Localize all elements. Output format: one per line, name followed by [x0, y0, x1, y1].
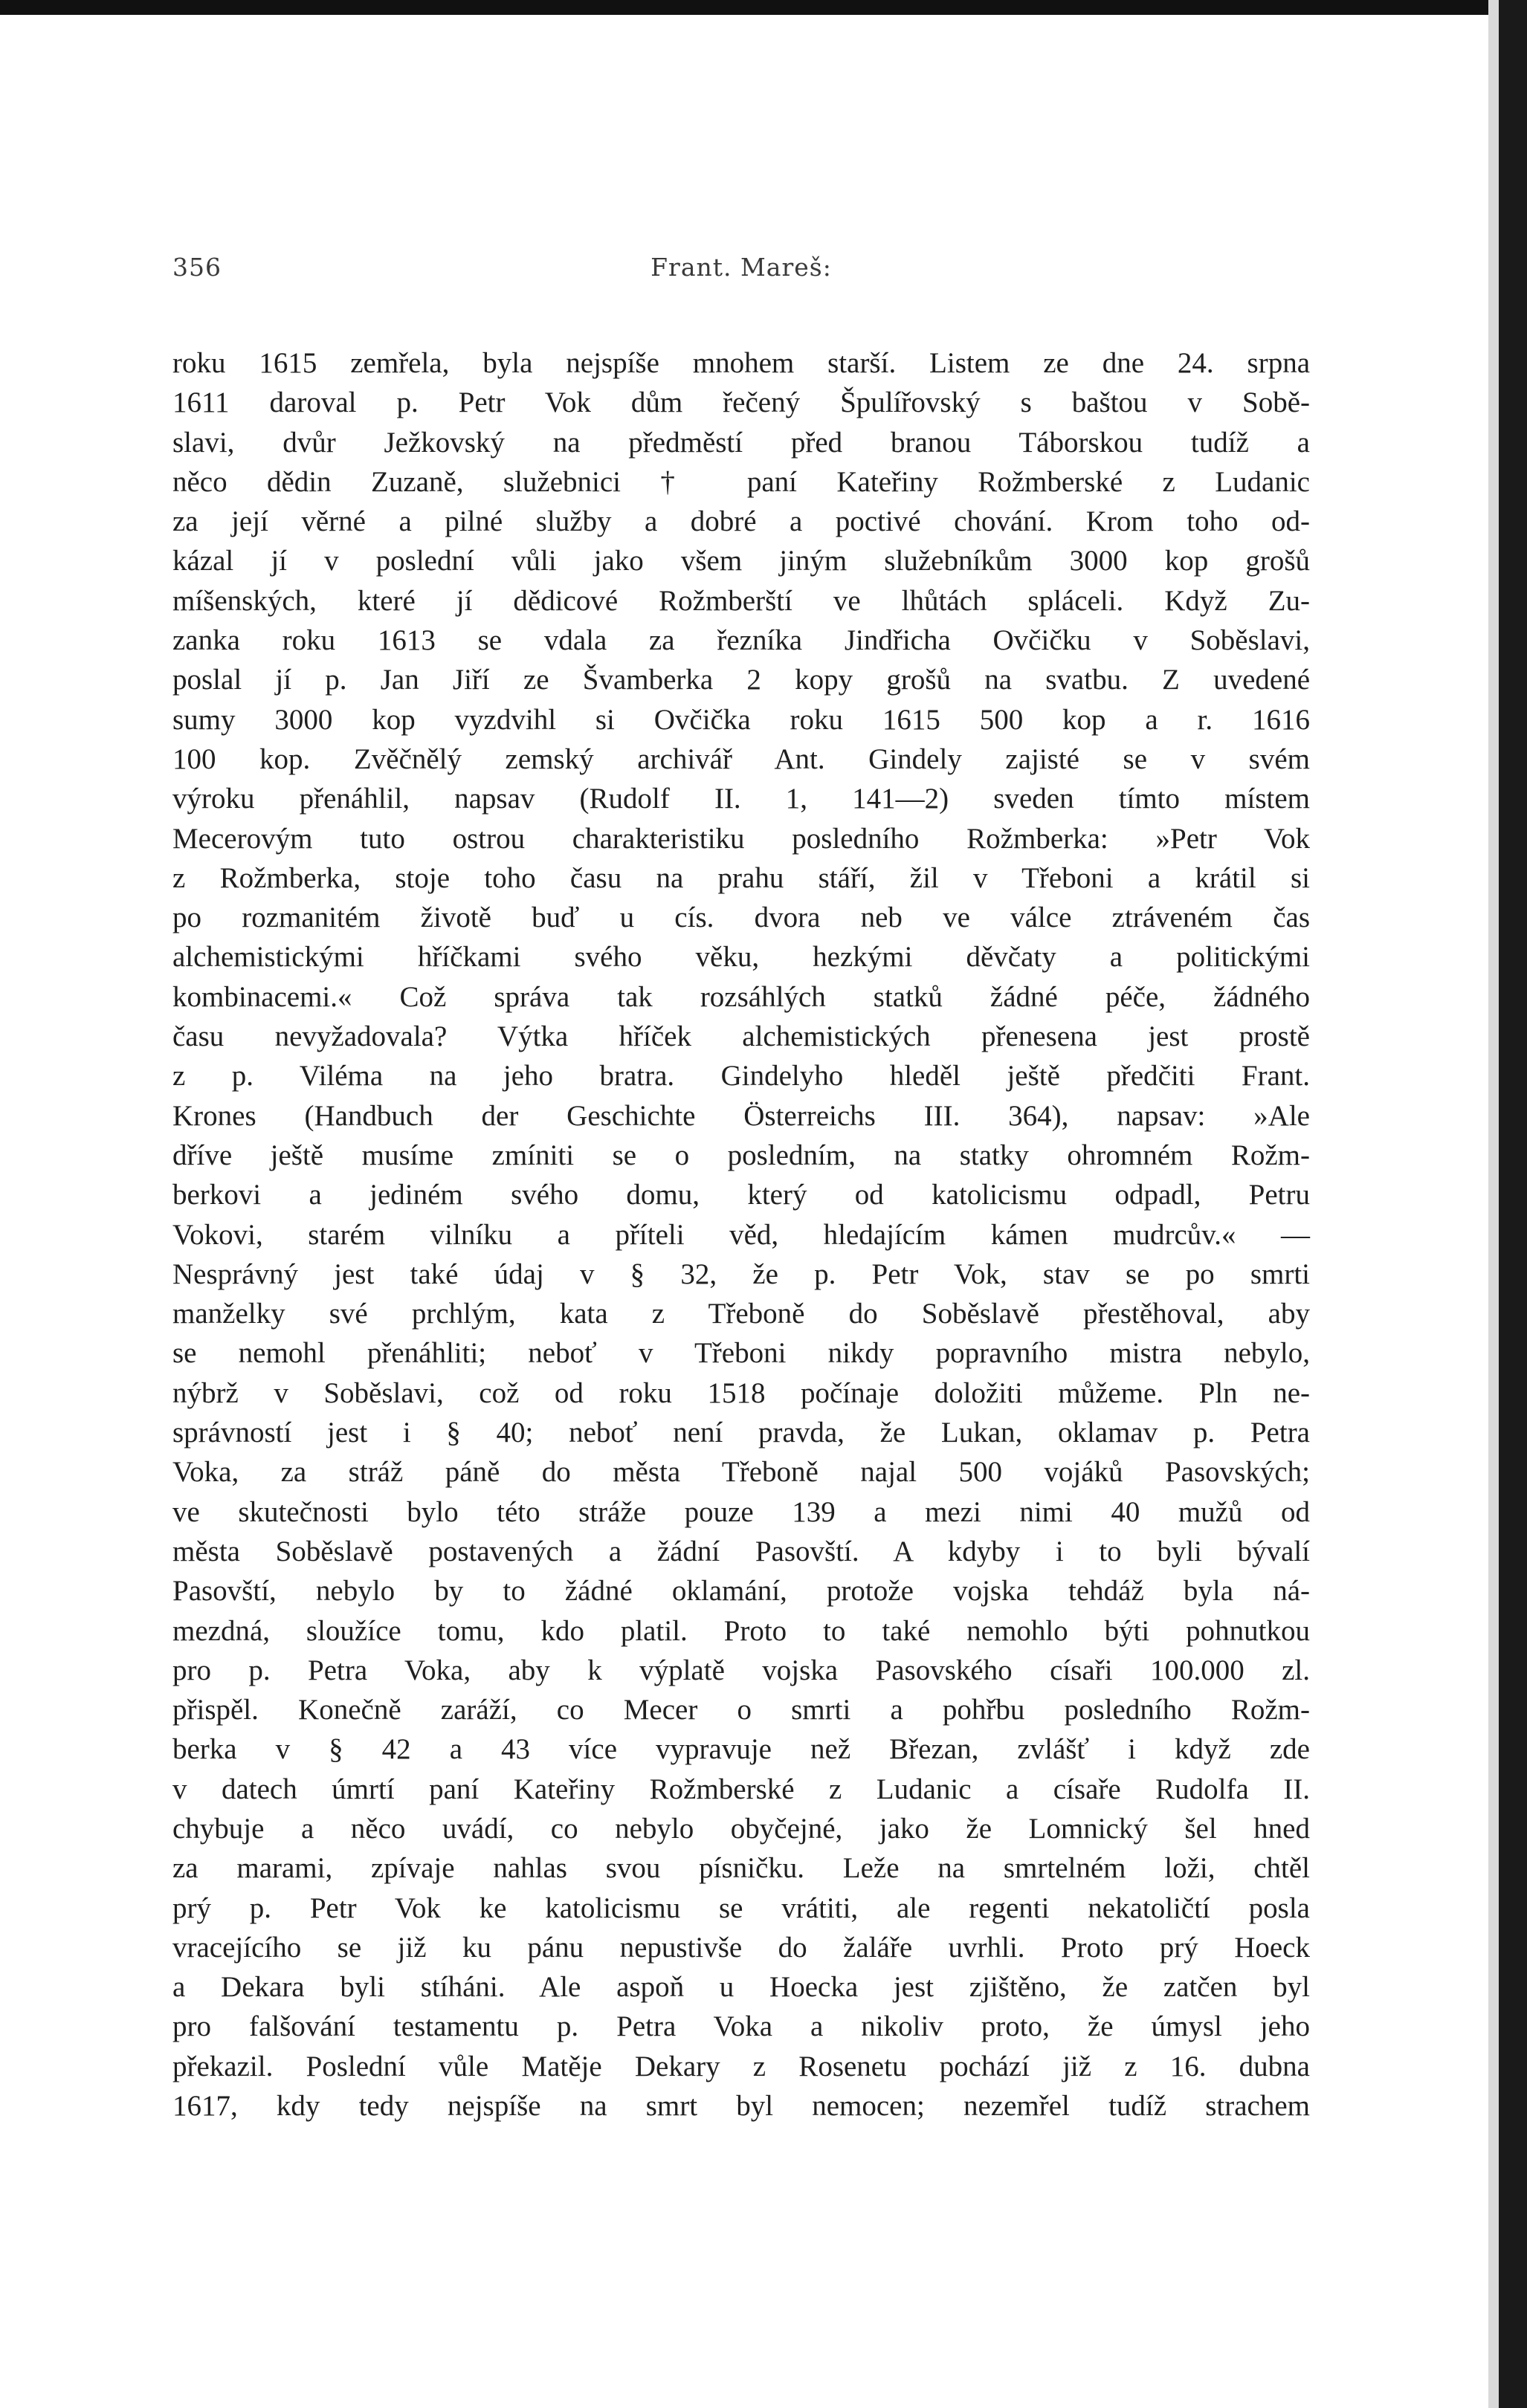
text-line: slavi, dvůr Ježkovský na předměstí před branou Táborskou tudíž a [172, 426, 1310, 459]
text-line: pro p. Petra Voka, aby k výplatě vojska Pasovského císaři 100.000 zl. [172, 1654, 1310, 1686]
body-text [172, 343, 1310, 2126]
text-line: kázal jí v poslední vůli jako všem jiným služebníkům 3000 kop grošů [172, 545, 1310, 577]
text-line: 1611 daroval p. Petr Vok dům řečený Špulířovský s baštou v Sobě- [172, 386, 1310, 419]
text-line: poslal jí p. Jan Jiří ze Švamberka 2 kopy grošů na svatbu. Z uvedené [172, 664, 1310, 696]
text-line: kombinacemi.« Což správa tak rozsáhlých statků žádné péče, žádného [172, 980, 1310, 1013]
page-number: 356 [172, 253, 222, 282]
text-line: překazil. Poslední vůle Matěje Dekary z Rosenetu pochází již z 16. dubna [172, 2050, 1310, 2082]
text-line: za její věrné a pilné služby a dobré a poctivé chování. Krom toho od- [172, 505, 1310, 538]
text-line: ve skutečnosti bylo této stráže pouze 139 a mezi nimi 40 mužů od [172, 1495, 1310, 1528]
running-head [172, 253, 1310, 297]
text-line: 100 kop. Zvěčnělý zemský archivář Ant. Gindely zajisté se v svém [172, 742, 1310, 775]
text-line: chybuje a něco uvádí, co nebylo obyčejné, jako že Lomnický šel hned [172, 1812, 1310, 1845]
text-line: sumy 3000 kop vyzdvihl si Ovčička roku 1615 500 kop a r. 1616 [172, 703, 1310, 736]
text-line: 1617, kdy tedy nejspíše na smrt byl nemocen; nezemřel tudíž strachem [172, 2090, 1310, 2123]
text-line: Pasovští, nebylo by to žádné oklamání, protože vojska tehdáž byla ná- [172, 1575, 1310, 1608]
scan-border-right-inner [1488, 0, 1499, 2408]
text-line: roku 1615 zemřela, byla nejspíše mnohem starší. Listem ze dne 24. srpna [172, 347, 1310, 379]
book-page [172, 253, 1310, 2126]
text-line: berka v § 42 a 43 více vypravuje než Březan, zvlášť i když zde [172, 1733, 1310, 1766]
text-line: Krones (Handbuch der Geschichte Österreichs III. 364), napsav: »Ale [172, 1099, 1310, 1132]
text-line: za marami, zpívaje nahlas svou písničku. Leže na smrtelném loži, chtěl [172, 1852, 1310, 1885]
text-line: se nemohl přenáhliti; neboť v Třeboni nikdy popravního mistra nebylo, [172, 1337, 1310, 1370]
text-line: Voka, za stráž páně do města Třeboně najal 500 vojáků Pasovských; [172, 1456, 1310, 1489]
text-line: z Rožmberka, stoje toho času na prahu stáří, žil v Třeboni a krátil si [172, 861, 1310, 894]
text-line: přispěl. Konečně zaráží, co Mecer o smrti a pohřbu posledního Rožm- [172, 1694, 1310, 1726]
text-line: něco dědin Zuzaně, služebnici † paní Kateřiny Rožmberské z Ludanic [172, 465, 1310, 498]
text-line: mezdná, sloužíce tomu, kdo platil. Proto to také nemohlo býti pohnutkou [172, 1614, 1310, 1647]
text-line: správností jest i § 40; neboť není pravda, že Lukan, oklamav p. Petra [172, 1417, 1310, 1449]
text-line: manželky své prchlým, kata z Třeboně do Soběslavě přestěhoval, aby [172, 1298, 1310, 1330]
scan-border-top [0, 0, 1527, 15]
text-line: Mecerovým tuto ostrou charakteristiku posledního Rožmberka: »Petr Vok [172, 822, 1310, 855]
text-line: pro falšování testamentu p. Petra Voka a nikoliv proto, že úmysl jeho [172, 2010, 1310, 2043]
text-line: berkovi a jediném svého domu, který od katolicismu odpadl, Petru [172, 1179, 1310, 1211]
text-line: zanka roku 1613 se vdala za řezníka Jindřicha Ovčičku v Soběslavi, [172, 624, 1310, 657]
text-line: času nevyžadovala? Výtka hříček alchemistických přenesena jest prostě [172, 1020, 1310, 1053]
text-line: v datech úmrtí paní Kateřiny Rožmberské z Ludanic a císaře Rudolfa II. [172, 1773, 1310, 1805]
text-line: města Soběslavě postavených a žádní Pasovští. A kdyby i to byli bývalí [172, 1535, 1310, 1567]
text-line: dříve ještě musíme zmíniti se o posledním, na statky ohromném Rožm- [172, 1139, 1310, 1171]
text-line: po rozmanitém životě buď u cís. dvora neb ve válce ztráveném čas [172, 902, 1310, 934]
text-line: a Dekara byli stíháni. Ale aspoň u Hoecka jest zjištěno, že zatčen byl [172, 1971, 1310, 2004]
text-line: Nesprávný jest také údaj v § 32, že p. Petr Vok, stav se po smrti [172, 1258, 1310, 1290]
scan-border-right [1499, 0, 1527, 2408]
text-line: výroku přenáhlil, napsav (Rudolf II. 1, 141—2) sveden tímto místem [172, 783, 1310, 815]
header-title: Frant. Mareš: [650, 253, 832, 282]
text-line: vracejícího se již ku pánu nepustivše do žaláře uvrhli. Proto prý Hoeck [172, 1931, 1310, 1964]
text-line: z p. Viléma na jeho bratra. Gindelyho hleděl ještě předčiti Frant. [172, 1060, 1310, 1093]
text-line: nýbrž v Soběslavi, což od roku 1518 počínaje doložiti můžeme. Pln ne- [172, 1376, 1310, 1409]
text-line: prý p. Petr Vok ke katolicismu se vrátiti, ale regenti nekatoličtí posla [172, 1891, 1310, 1924]
text-line: míšenských, které jí dědicové Rožmberští ve lhůtách spláceli. Když Zu- [172, 584, 1310, 617]
text-line: alchemistickými hříčkami svého věku, hezkými děvčaty a politickými [172, 941, 1310, 974]
text-line: Vokovi, starém vilníku a příteli věd, hledajícím kámen mudrcův.« — [172, 1218, 1310, 1251]
